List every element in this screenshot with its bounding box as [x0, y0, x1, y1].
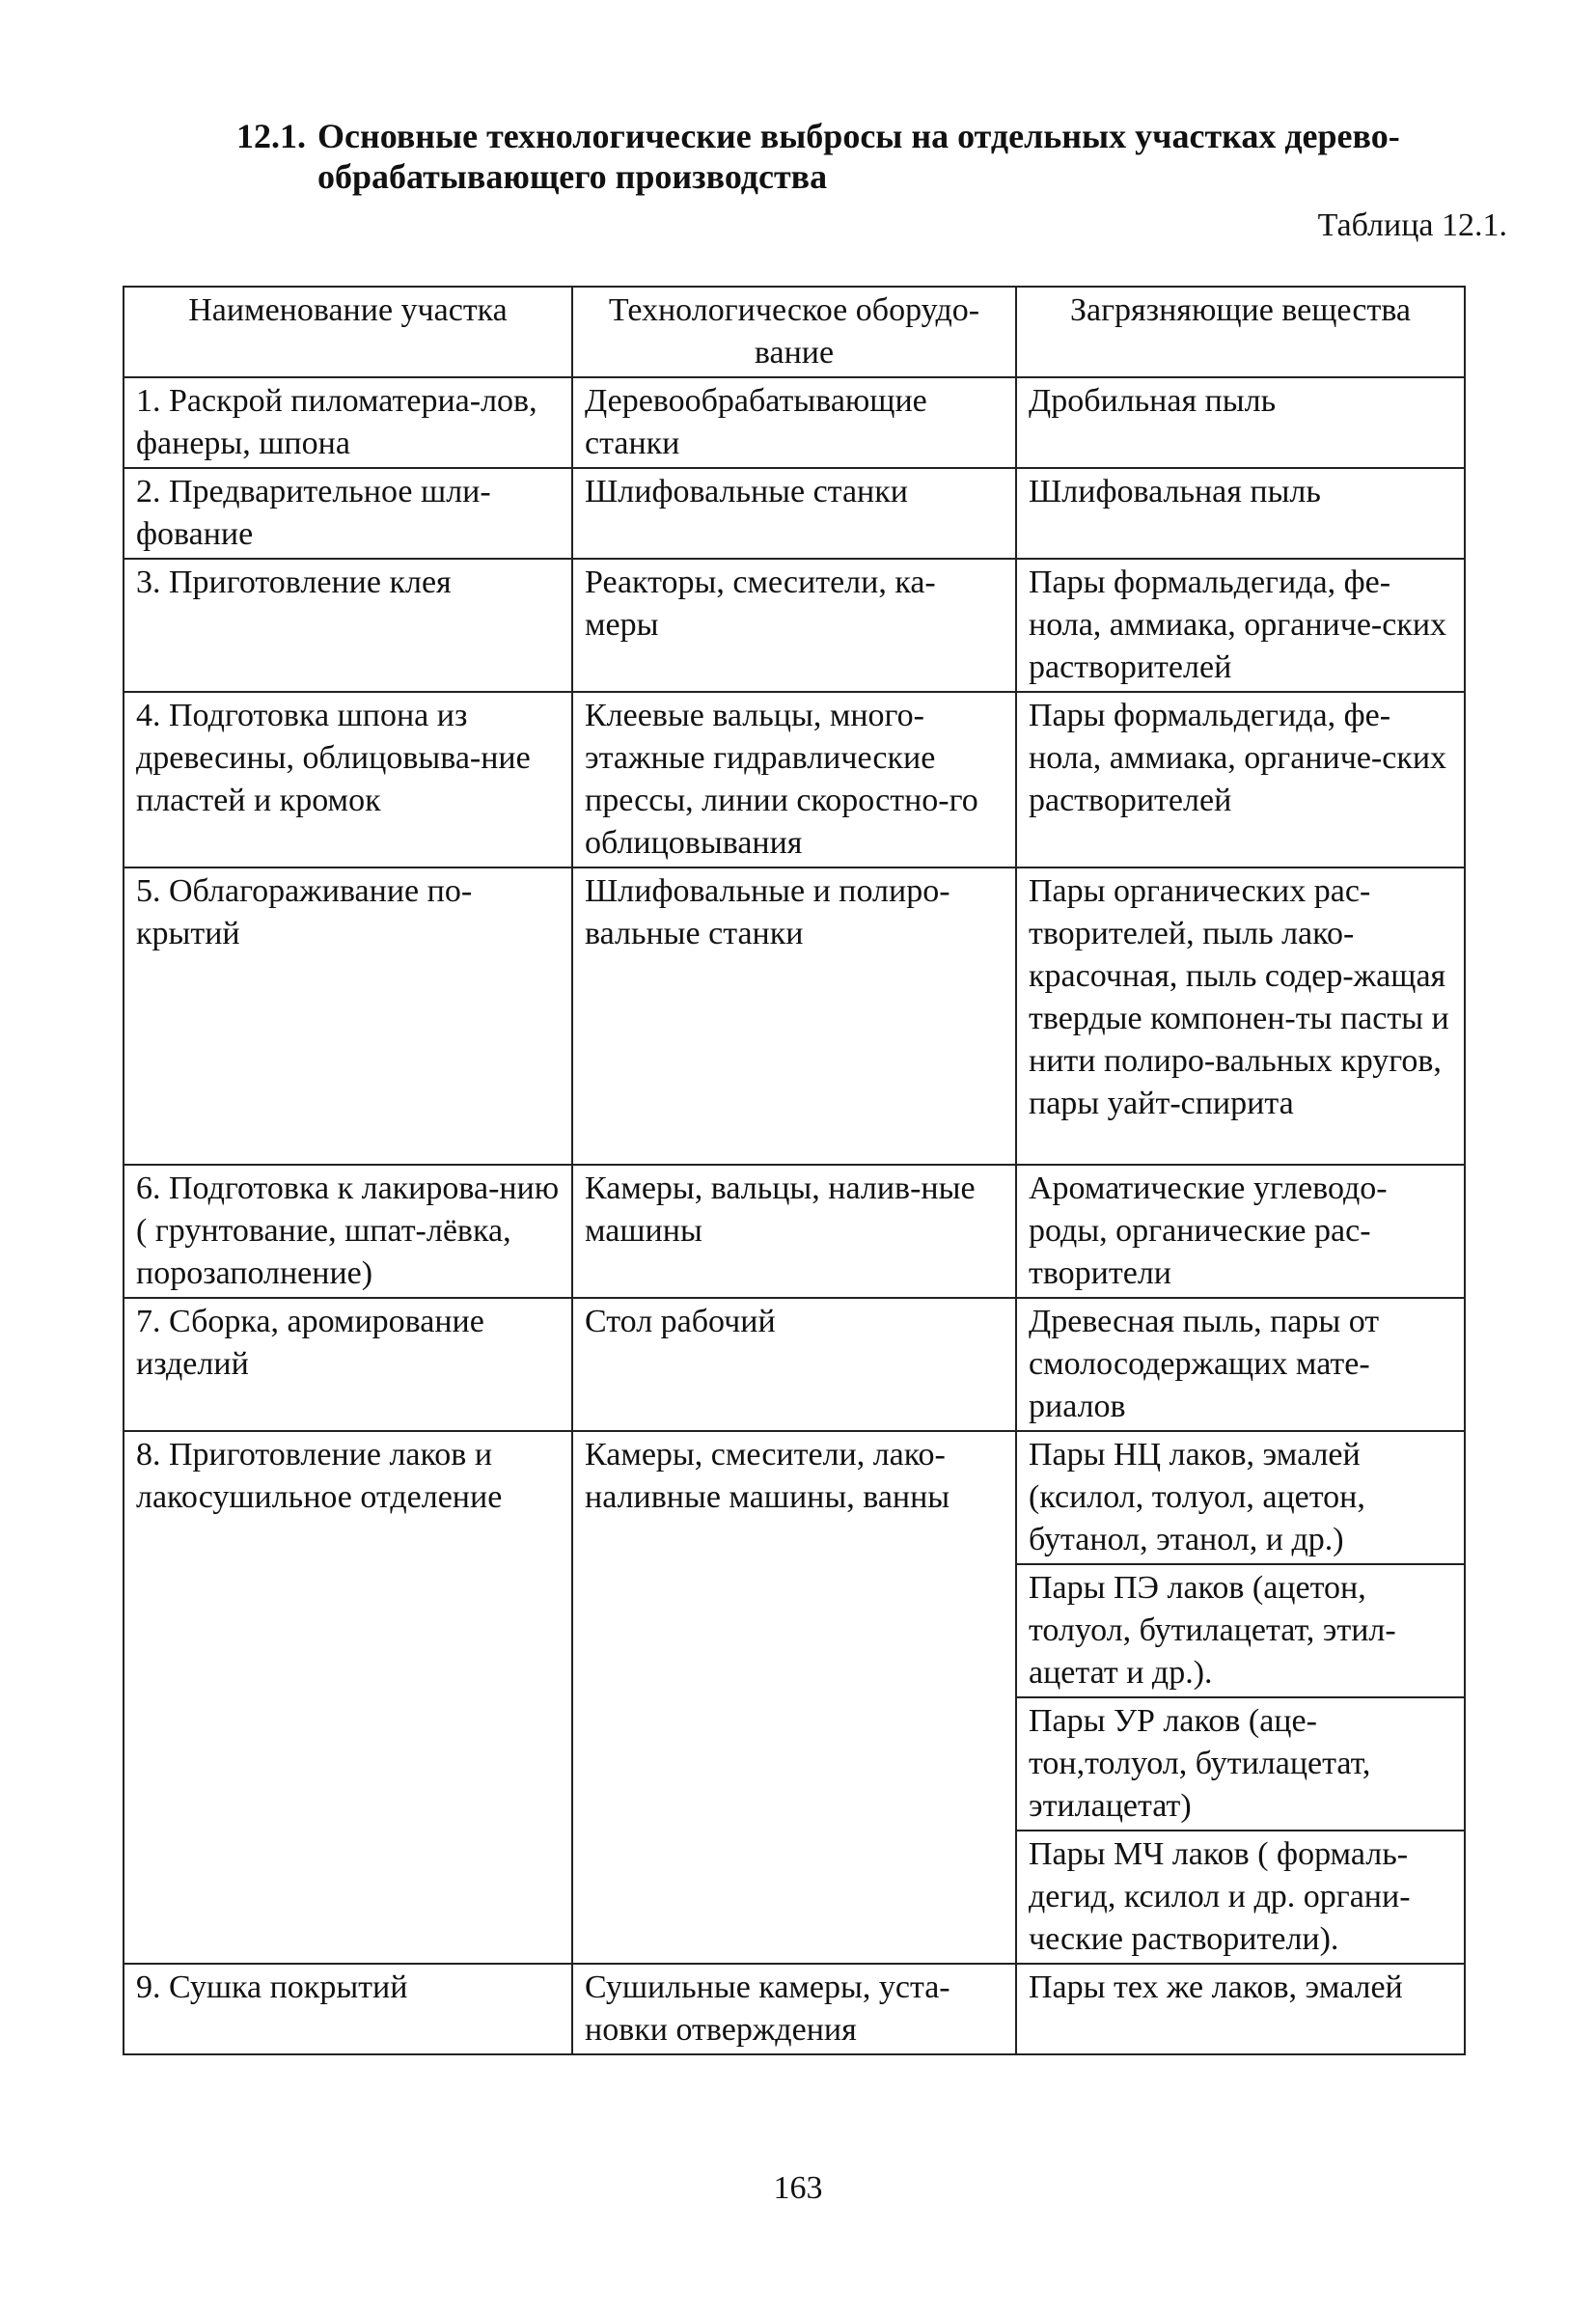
table-row	[124, 559, 1465, 692]
cell-equipment: Деревообрабатывающие станки	[572, 377, 1016, 468]
cell-pollutants: Пары формальдегида, фе-нола, аммиака, органиче-ских растворителей	[1016, 692, 1465, 867]
cell-section: 7. Сборка, аромирование изделий	[124, 1298, 572, 1431]
cell-section: 1. Раскрой пиломатериа-лов, фанеры, шпона	[124, 377, 572, 468]
cell-pollutants: Пары органических рас-творителей, пыль лако-красочная, пыль содер-жащая твердые компонен-ты пасты и нити полиро-вальных кругов, пары уайт-спирита	[1016, 867, 1465, 1165]
table-row	[124, 377, 1465, 468]
cell-section: 5. Облагораживание по-крытий	[124, 867, 572, 1165]
cell-pollutants: Дробильная пыль	[1016, 377, 1465, 468]
table-row	[124, 692, 1465, 867]
cell-section: 6. Подготовка к лакирова-нию ( грунтование, шпат-лёвка, порозаполнение)	[124, 1165, 572, 1298]
header-pollutants: Загрязняющие вещества	[1016, 287, 1465, 377]
cell-pollutants: Пары ПЭ лаков (ацетон, толуол, бутилацетат, этил-ацетат и др.).	[1016, 1564, 1465, 1697]
cell-pollutants: Ароматические углеводо-роды, органические рас-творители	[1016, 1165, 1465, 1298]
section-title-line-1: Основные технологические выбросы на отдельных участках дерево-	[317, 117, 1400, 155]
section-title-line-2: обрабатывающего производства	[317, 157, 828, 196]
table-row	[124, 1964, 1465, 2054]
cell-equipment: Сушильные камеры, уста-новки отверждения	[572, 1964, 1016, 2054]
header-equipment: Технологическое оборудо-вание	[572, 287, 1016, 377]
table-row	[124, 1431, 1465, 1564]
cell-equipment: Клеевые вальцы, много-этажные гидравлические прессы, линии скоростно-го облицовывания	[572, 692, 1016, 867]
table-row	[124, 468, 1465, 559]
page-number: 163	[773, 2170, 823, 2206]
cell-pollutants: Шлифовальная пыль	[1016, 468, 1465, 559]
section-number: 12.1.	[236, 117, 306, 155]
emissions-table	[123, 286, 1466, 2055]
cell-section: 8. Приготовление лаков и лакосушильное отделение	[124, 1431, 572, 1964]
cell-pollutants: Пары тех же лаков, эмалей	[1016, 1964, 1465, 2054]
table-row	[124, 867, 1465, 1165]
cell-pollutants: Древесная пыль, пары от смолосодержащих мате-риалов	[1016, 1298, 1465, 1431]
cell-section: 2. Предварительное шли-фование	[124, 468, 572, 559]
cell-equipment: Шлифовальные и полиро-вальные станки	[572, 867, 1016, 1165]
section-heading	[236, 116, 1491, 197]
cell-equipment: Камеры, вальцы, налив-ные машины	[572, 1165, 1016, 1298]
table-row	[124, 1165, 1465, 1298]
table-header-row	[124, 287, 1465, 377]
cell-equipment: Стол рабочий	[572, 1298, 1016, 1431]
table-caption: Таблица 12.1.	[1317, 207, 1507, 243]
cell-pollutants: Пары УР лаков (аце-тон,толуол, бутилацетат, этилацетат)	[1016, 1697, 1465, 1831]
cell-pollutants: Пары НЦ лаков, эмалей (ксилол, толуол, ацетон, бутанол, этанол, и др.)	[1016, 1431, 1465, 1564]
cell-section: 9. Сушка покрытий	[124, 1964, 572, 2054]
header-section: Наименование участка	[124, 287, 572, 377]
table-row	[124, 1298, 1465, 1431]
cell-pollutants: Пары МЧ лаков ( формаль-дегид, ксилол и др. органи-ческие растворители).	[1016, 1831, 1465, 1964]
cell-equipment: Камеры, смесители, лако-наливные машины, ванны	[572, 1431, 1016, 1964]
cell-section: 3. Приготовление клея	[124, 559, 572, 692]
cell-pollutants: Пары формальдегида, фе-нола, аммиака, органиче-ских растворителей	[1016, 559, 1465, 692]
cell-section: 4. Подготовка шпона из древесины, облицовыва-ние пластей и кромок	[124, 692, 572, 867]
cell-equipment: Реакторы, смесители, ка-меры	[572, 559, 1016, 692]
cell-equipment: Шлифовальные станки	[572, 468, 1016, 559]
